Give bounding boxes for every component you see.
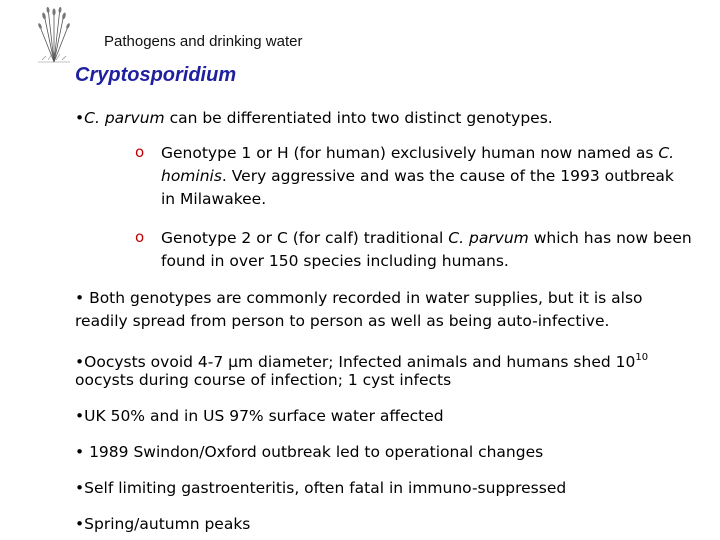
intro-bullet: • [75, 109, 85, 127]
point-swindon-outbreak: • 1989 Swindon/Oxford outbreak led to operational changes [75, 443, 544, 461]
genotype-1-line-3: in Milawakee. [161, 190, 267, 208]
point-surface-water: •UK 50% and in US 97% surface water affected [75, 407, 444, 425]
genotype-1-text-c: . Very aggressive and was the cause of the 1993 outbreak [221, 167, 674, 185]
point-oocysts-line-2: oocysts during course of infection; 1 cyst infects [75, 371, 452, 389]
genotype-1-line-2 [161, 165, 674, 188]
genotype-2-line-2: found in over 150 species including humans. [161, 252, 509, 270]
intro-line [75, 107, 553, 130]
genotype-1-line-1 [161, 142, 674, 165]
genotype-2-line-1 [161, 227, 692, 250]
point-oocysts-exponent: 10 [635, 352, 649, 363]
sub-bullet-marker: o [135, 228, 145, 246]
genotype-1-text-b: C. [658, 144, 675, 162]
genotype-2-species: C. parvum [448, 229, 529, 247]
slide-title: Cryptosporidium [75, 64, 237, 86]
header-title: Pathogens and drinking water [104, 33, 303, 50]
genotype-2-text-c: which has now been [528, 229, 692, 247]
wheat-plant-icon [34, 4, 74, 64]
genotype-2-text-a: Genotype 2 or C (for calf) traditional [161, 229, 449, 247]
point-both-genotypes-line-1: • Both genotypes are commonly recorded in water supplies, but it is also [75, 289, 643, 307]
point-oocysts-text: •Oocysts ovoid 4-7 µm diameter; Infected animals and humans shed 10 [75, 353, 636, 371]
point-gastroenteritis: •Self limiting gastroenteritis, often fatal in immuno-suppressed [75, 479, 567, 497]
genotype-1-species: hominis [161, 167, 222, 185]
genotype-1-text-a: Genotype 1 or H (for human) exclusively human now named as [161, 144, 659, 162]
intro-text: can be differentiated into two distinct genotypes. [164, 109, 553, 127]
point-both-genotypes-line-2: readily spread from person to person as well as being auto-infective. [75, 312, 610, 330]
intro-species: C. parvum [84, 109, 165, 127]
point-seasonal-peaks: •Spring/autumn peaks [75, 515, 251, 533]
sub-bullet-marker: o [135, 143, 145, 161]
